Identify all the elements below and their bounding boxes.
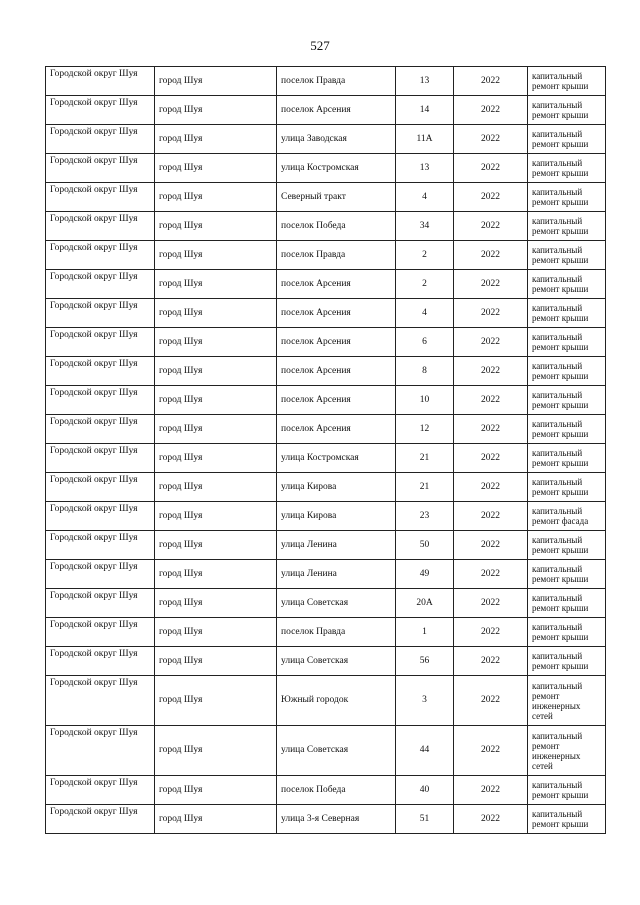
- year-cell: 2022: [454, 241, 528, 270]
- municipality-cell: Городской округ Шуя: [46, 502, 155, 531]
- locality-cell: город Шуя: [155, 415, 277, 444]
- street-cell: поселок Победа: [277, 212, 396, 241]
- work-type-cell: капитальный ремонт крыши: [528, 776, 606, 805]
- municipality-cell: Городской округ Шуя: [46, 212, 155, 241]
- house-number-cell: 23: [396, 502, 454, 531]
- locality-cell: город Шуя: [155, 125, 277, 154]
- municipality-cell: Городской округ Шуя: [46, 776, 155, 805]
- house-number-cell: 21: [396, 473, 454, 502]
- table-row: [46, 270, 606, 299]
- locality-cell: город Шуя: [155, 618, 277, 647]
- house-number-cell: 11А: [396, 125, 454, 154]
- street-cell: Северный тракт: [277, 183, 396, 212]
- house-number-cell: 1: [396, 618, 454, 647]
- house-number-cell: 56: [396, 647, 454, 676]
- table-row: [46, 676, 606, 726]
- house-number-cell: 20А: [396, 589, 454, 618]
- table-row: [46, 96, 606, 125]
- year-cell: 2022: [454, 328, 528, 357]
- page-number: 527: [310, 38, 330, 53]
- locality-cell: город Шуя: [155, 502, 277, 531]
- year-cell: 2022: [454, 444, 528, 473]
- table-row: [46, 357, 606, 386]
- locality-cell: город Шуя: [155, 154, 277, 183]
- house-number-cell: 40: [396, 776, 454, 805]
- work-type-cell: капитальный ремонт крыши: [528, 154, 606, 183]
- year-cell: 2022: [454, 560, 528, 589]
- work-type-cell: капитальный ремонт крыши: [528, 212, 606, 241]
- table-row: [46, 726, 606, 776]
- house-number-cell: 10: [396, 386, 454, 415]
- year-cell: 2022: [454, 726, 528, 776]
- table-row: [46, 328, 606, 357]
- locality-cell: город Шуя: [155, 299, 277, 328]
- locality-cell: город Шуя: [155, 647, 277, 676]
- table-row: [46, 560, 606, 589]
- house-number-cell: 13: [396, 67, 454, 96]
- year-cell: 2022: [454, 212, 528, 241]
- table-row: [46, 776, 606, 805]
- table-row: [46, 386, 606, 415]
- year-cell: 2022: [454, 154, 528, 183]
- street-cell: поселок Правда: [277, 241, 396, 270]
- locality-cell: город Шуя: [155, 241, 277, 270]
- house-number-cell: 14: [396, 96, 454, 125]
- year-cell: 2022: [454, 473, 528, 502]
- municipality-cell: Городской округ Шуя: [46, 473, 155, 502]
- locality-cell: город Шуя: [155, 444, 277, 473]
- year-cell: 2022: [454, 96, 528, 125]
- locality-cell: город Шуя: [155, 357, 277, 386]
- work-type-cell: капитальный ремонт крыши: [528, 96, 606, 125]
- year-cell: 2022: [454, 805, 528, 834]
- work-type-cell: капитальный ремонт крыши: [528, 415, 606, 444]
- locality-cell: город Шуя: [155, 776, 277, 805]
- year-cell: 2022: [454, 589, 528, 618]
- work-type-cell: капитальный ремонт инженерных сетей: [528, 676, 606, 726]
- locality-cell: город Шуя: [155, 676, 277, 726]
- house-number-cell: 51: [396, 805, 454, 834]
- street-cell: поселок Правда: [277, 67, 396, 96]
- house-number-cell: 13: [396, 154, 454, 183]
- locality-cell: город Шуя: [155, 560, 277, 589]
- house-number-cell: 8: [396, 357, 454, 386]
- year-cell: 2022: [454, 67, 528, 96]
- municipality-cell: Городской округ Шуя: [46, 560, 155, 589]
- street-cell: улица 3-я Северная: [277, 805, 396, 834]
- street-cell: поселок Арсения: [277, 328, 396, 357]
- house-number-cell: 34: [396, 212, 454, 241]
- locality-cell: город Шуя: [155, 96, 277, 125]
- table-row: [46, 212, 606, 241]
- work-type-cell: капитальный ремонт крыши: [528, 444, 606, 473]
- municipality-cell: Городской округ Шуя: [46, 154, 155, 183]
- house-number-cell: 3: [396, 676, 454, 726]
- municipality-cell: Городской округ Шуя: [46, 328, 155, 357]
- work-type-cell: капитальный ремонт фасада: [528, 502, 606, 531]
- street-cell: улица Советская: [277, 589, 396, 618]
- year-cell: 2022: [454, 270, 528, 299]
- work-type-cell: капитальный ремонт инженерных сетей: [528, 726, 606, 776]
- year-cell: 2022: [454, 676, 528, 726]
- work-type-cell: капитальный ремонт крыши: [528, 183, 606, 212]
- year-cell: 2022: [454, 357, 528, 386]
- street-cell: улица Ленина: [277, 560, 396, 589]
- table-row: [46, 618, 606, 647]
- table-body: [46, 67, 606, 834]
- work-type-cell: капитальный ремонт крыши: [528, 241, 606, 270]
- house-number-cell: 6: [396, 328, 454, 357]
- house-number-cell: 4: [396, 183, 454, 212]
- work-type-cell: капитальный ремонт крыши: [528, 125, 606, 154]
- table-row: [46, 125, 606, 154]
- street-cell: поселок Арсения: [277, 357, 396, 386]
- table-row: [46, 67, 606, 96]
- table-row: [46, 415, 606, 444]
- year-cell: 2022: [454, 502, 528, 531]
- locality-cell: город Шуя: [155, 473, 277, 502]
- house-number-cell: 49: [396, 560, 454, 589]
- house-number-cell: 50: [396, 531, 454, 560]
- locality-cell: город Шуя: [155, 270, 277, 299]
- municipality-cell: Городской округ Шуя: [46, 415, 155, 444]
- municipality-cell: Городской округ Шуя: [46, 726, 155, 776]
- locality-cell: город Шуя: [155, 328, 277, 357]
- table-row: [46, 805, 606, 834]
- municipality-cell: Городской округ Шуя: [46, 805, 155, 834]
- municipality-cell: Городской округ Шуя: [46, 589, 155, 618]
- work-type-cell: капитальный ремонт крыши: [528, 328, 606, 357]
- municipality-cell: Городской округ Шуя: [46, 676, 155, 726]
- municipality-cell: Городской округ Шуя: [46, 531, 155, 560]
- table-row: [46, 444, 606, 473]
- municipality-cell: Городской округ Шуя: [46, 357, 155, 386]
- street-cell: поселок Победа: [277, 776, 396, 805]
- street-cell: поселок Арсения: [277, 386, 396, 415]
- municipality-cell: Городской округ Шуя: [46, 67, 155, 96]
- house-number-cell: 4: [396, 299, 454, 328]
- street-cell: улица Костромская: [277, 154, 396, 183]
- locality-cell: город Шуя: [155, 183, 277, 212]
- year-cell: 2022: [454, 618, 528, 647]
- year-cell: 2022: [454, 183, 528, 212]
- locality-cell: город Шуя: [155, 386, 277, 415]
- locality-cell: город Шуя: [155, 726, 277, 776]
- municipality-cell: Городской округ Шуя: [46, 647, 155, 676]
- municipality-cell: Городской округ Шуя: [46, 386, 155, 415]
- year-cell: 2022: [454, 647, 528, 676]
- street-cell: поселок Арсения: [277, 299, 396, 328]
- street-cell: поселок Арсения: [277, 270, 396, 299]
- municipality-cell: Городской округ Шуя: [46, 299, 155, 328]
- locality-cell: город Шуя: [155, 212, 277, 241]
- house-number-cell: 12: [396, 415, 454, 444]
- work-type-cell: капитальный ремонт крыши: [528, 560, 606, 589]
- street-cell: улица Советская: [277, 726, 396, 776]
- municipality-cell: Городской округ Шуя: [46, 125, 155, 154]
- repair-schedule-table: [45, 66, 606, 834]
- work-type-cell: капитальный ремонт крыши: [528, 357, 606, 386]
- locality-cell: город Шуя: [155, 67, 277, 96]
- street-cell: поселок Правда: [277, 618, 396, 647]
- table-row: [46, 502, 606, 531]
- work-type-cell: капитальный ремонт крыши: [528, 805, 606, 834]
- work-type-cell: капитальный ремонт крыши: [528, 67, 606, 96]
- house-number-cell: 2: [396, 270, 454, 299]
- table-row: [46, 589, 606, 618]
- street-cell: улица Заводская: [277, 125, 396, 154]
- table-row: [46, 647, 606, 676]
- municipality-cell: Городской округ Шуя: [46, 444, 155, 473]
- year-cell: 2022: [454, 386, 528, 415]
- table-row: [46, 299, 606, 328]
- work-type-cell: капитальный ремонт крыши: [528, 618, 606, 647]
- street-cell: поселок Арсения: [277, 96, 396, 125]
- work-type-cell: капитальный ремонт крыши: [528, 386, 606, 415]
- table-row: [46, 473, 606, 502]
- street-cell: улица Кирова: [277, 473, 396, 502]
- work-type-cell: капитальный ремонт крыши: [528, 270, 606, 299]
- house-number-cell: 21: [396, 444, 454, 473]
- locality-cell: город Шуя: [155, 589, 277, 618]
- house-number-cell: 2: [396, 241, 454, 270]
- work-type-cell: капитальный ремонт крыши: [528, 531, 606, 560]
- work-type-cell: капитальный ремонт крыши: [528, 473, 606, 502]
- year-cell: 2022: [454, 776, 528, 805]
- street-cell: улица Кирова: [277, 502, 396, 531]
- work-type-cell: капитальный ремонт крыши: [528, 299, 606, 328]
- table-row: [46, 241, 606, 270]
- municipality-cell: Городской округ Шуя: [46, 270, 155, 299]
- street-cell: Южный городок: [277, 676, 396, 726]
- table-row: [46, 531, 606, 560]
- street-cell: поселок Арсения: [277, 415, 396, 444]
- work-type-cell: капитальный ремонт крыши: [528, 589, 606, 618]
- municipality-cell: Городской округ Шуя: [46, 241, 155, 270]
- year-cell: 2022: [454, 299, 528, 328]
- municipality-cell: Городской округ Шуя: [46, 618, 155, 647]
- year-cell: 2022: [454, 125, 528, 154]
- table-row: [46, 154, 606, 183]
- municipality-cell: Городской округ Шуя: [46, 96, 155, 125]
- locality-cell: город Шуя: [155, 805, 277, 834]
- year-cell: 2022: [454, 415, 528, 444]
- table-row: [46, 183, 606, 212]
- street-cell: улица Костромская: [277, 444, 396, 473]
- house-number-cell: 44: [396, 726, 454, 776]
- street-cell: улица Ленина: [277, 531, 396, 560]
- work-type-cell: капитальный ремонт крыши: [528, 647, 606, 676]
- locality-cell: город Шуя: [155, 531, 277, 560]
- street-cell: улица Советская: [277, 647, 396, 676]
- municipality-cell: Городской округ Шуя: [46, 183, 155, 212]
- year-cell: 2022: [454, 531, 528, 560]
